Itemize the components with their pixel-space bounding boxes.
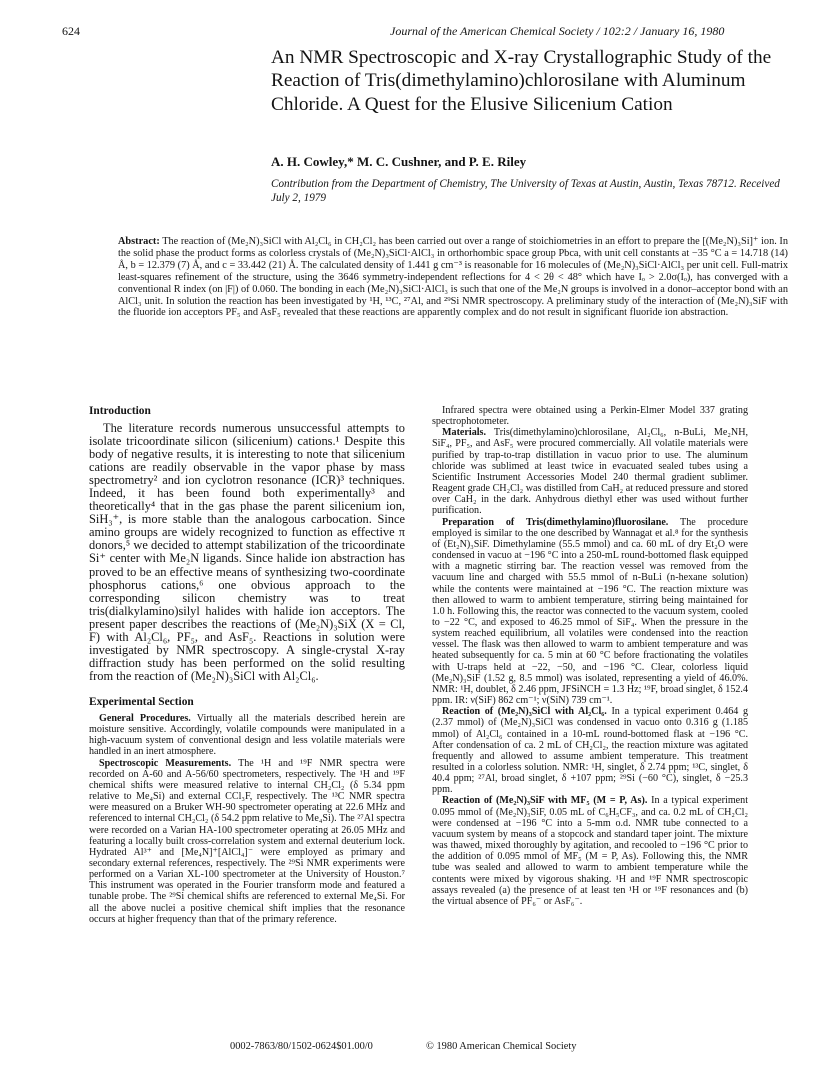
- reaction-mf5-text: In a typical experiment 0.095 mmol of (Me₂N)₃SiF, 0.05 mL of C₆H₅CF₃, and ca. 0.2 mL of CH₂Cl₂ were condensed at −196 °C into a 5-mm o.d. NMR tube connected to a vacuum system by means of a stopcock and standard taper joint. The mixture was thawed, mixed thoroughly by agitation, and recooled to −196 °C prior to the addition of 0.095 mmol of MF₅ (M = P, As). Following this, the NMR tube was sealed and allowed to warm to ambient temperature while the contents were mixed by vigorous shaking. ¹H and ¹⁹F NMR spectroscopic assays revealed (a) the presence of at least ten ¹H or ¹⁹F resonances and (b) the virtual absence of PF₆⁻ or AsF₆⁻.: [432, 795, 749, 907]
- materials-text: Tris(dimethylamino)chlorosilane, Al₂Cl₆, n-BuLi, Me₂NH, SiF₄, PF₅, and AsF₅ were procured commercially. All volatile materials were purified by trap-to-trap distillation in vacuo prior to use. The aluminum chloride was sublimed at least twice in evacuated sealed tubes using a Scientific Instrument Accessories Model 240 thermal gradient sublimer. Reagent grade CH₂Cl₂ was distilled from CaH₂ at reduced pressure and stored over CaH₂ in the dark. Anhydrous diethyl ether was used without further purification.: [432, 427, 749, 517]
- spectroscopic-head: Spectroscopic Measurements.: [99, 757, 232, 769]
- copyright: © 1980 American Chemical Society: [426, 1041, 577, 1052]
- reaction-alcl-text: In a typical experiment 0.464 g (2.37 mmol) of (Me₂N)₃SiCl was condensed in vacuo onto 0.316 g (1.185 mmol) of Al₂Cl₆ contained in a 10-mL round-bottomed flask at −196 °C. After condensation of ca. 2 mL of CH₂Cl₂, the reaction mixture was agitated frequently and allowed to assume ambient temperature. This treatment resulted in a colorless solution. NMR: ¹H, singlet, δ 2.74 ppm; ¹³C, singlet, δ 40.4 ppm; ²⁷Al, broad singlet, δ +107 ppm; ²⁹Si (−60 °C), singlet, δ −25.3 ppm.: [432, 706, 748, 796]
- article-code: 0002-7863/80/1502-0624$01.00/0: [230, 1041, 373, 1052]
- infrared-paragraph: Infrared spectra were obtained using a Perkin-Elmer Model 337 grating spectrophotometer.: [432, 405, 748, 428]
- introduction-text: The literature records numerous unsuccessful attempts to isolate tricoordinate silicon (silicenium) cations.¹ Despite this body of negative results, it is interesting to note that silicenium cations are readily observable in the vapor phase by mass spectrometry² and ion cyclotron resonance (ICR)³ techniques. Indeed, it has been found both experimentally³ and theoretically⁴ that in the gas phase the parent silicenium ion, SiH₃⁺, is more stable than the analogous carbocation. Since amino groups are widely recognized to function as effective π donors,⁵ we decided to attempt stabilization of the tricoordinate Si⁺ center with Me₂N ligands. Since halide ion abstraction has proved to be an effective means of synthesizing two-coordinate phosphorus cations,⁶ one obvious approach to the corresponding silicon chemistry was to treat tris(dialkylamino)silyl halides with halide ion acceptors. The present paper describes the reactions of (Me₂N)₃SiX (X = Cl, F) with Al₂Cl₆, PF₅, and AsF₅. Reactions in solution were investigated by NMR spectroscopy. A single-crystal X-ray diffraction study has been performed on the solid resulting from the reaction of (Me₂N)₃SiCl with Al₂Cl₆.: [89, 421, 405, 683]
- general-procedures-text: Virtually all the materials described herein are moisture sensitive. Accordingly, volatile compounds were manipulated in a high-vacuum system of conventional design and less volatile materials were handled in an inert atmosphere.: [89, 712, 405, 758]
- abstract-label: Abstract:: [118, 236, 160, 247]
- journal-running-head: Journal of the American Chemical Society / 102:2 / January 16, 1980: [390, 24, 725, 38]
- preparation-head: Preparation of Tris(dimethylamino)fluorosilane.: [442, 516, 669, 528]
- reaction-alcl-head: Reaction of (Me₂N)₃SiCl with Al₂Cl₆.: [442, 706, 607, 718]
- author-list: A. H. Cowley,* M. C. Cushner, and P. E. Riley: [271, 154, 527, 169]
- general-procedures-head: General Procedures.: [99, 712, 191, 724]
- experimental-heading: Experimental Section: [89, 695, 194, 708]
- abstract: [118, 236, 788, 319]
- materials-head: Materials.: [442, 427, 487, 439]
- right-column: [432, 405, 748, 907]
- reaction-alcl-paragraph: [432, 706, 748, 795]
- spectroscopic-paragraph: [89, 758, 405, 925]
- reaction-mf5-paragraph: [432, 795, 748, 907]
- reaction-mf5-head: Reaction of (Me₂N)₃SiF with MF₅ (M = P, As).: [442, 795, 648, 807]
- introduction-heading: Introduction: [89, 405, 151, 417]
- page-number: 624: [62, 24, 80, 38]
- left-column: [89, 405, 405, 925]
- spectroscopic-text: The ¹H and ¹⁹F NMR spectra were recorded on A-60 and A-56/60 spectrometers, respectively. The ¹H and ¹⁹F chemical shifts were measured relative to internal CH₂Cl₂ (δ 5.34 ppm relative to Me₄Si) and external CCl₃F, respectively. The ¹³C NMR spectra were measured on a Bruker WH-90 spectrometer operating at 22.6 MHz and referenced to internal CH₂Cl₂ (δ 54.2 ppm relative to Me₄Si). The ²⁷Al spectra were recorded on a Varian HA-100 spectrometer operating at 26.05 MHz and featuring a locally built cross-correlation system and external deuterium lock. Hydrated Al³⁺ and [Me₄N]⁺[AlCl₄]⁻ were employed as primary and secondary external references, respectively. The ²⁹Si NMR experiments were performed on a Varian XL-100 spectrometer at the University of Houston.⁷ This instrument was operated in the Fourier transform mode and featured a tunable probe. The ²⁹Si chemical shifts are referenced to external Me₄Si. For all the above nuclei a positive chemical shift implies that the resonance occurs at higher frequency than that of the primary reference.: [89, 757, 405, 925]
- abstract-text: The reaction of (Me₂N)₃SiCl with Al₂Cl₆ in CH₂Cl₂ has been carried out over a range of stoichiometries in an effort to prepare the [(Me₂N)₃Si]⁺ ion. In the solid phase the product forms as colorless crystals of (Me₂N)₃SiCl·AlCl₃ in orthorhombic space group Pbca, with unit cell constants at −35 °C a = 14.718 (14) Å, b = 12.379 (7) Å, and c = 33.442 (21) Å. The calculated density of 1.441 g cm⁻³ is reasonable for 16 molecules of (Me₂N)₃SiCl·AlCl₃ per unit cell. Full-matrix least-squares refinement of the structure, using the 3646 symmetry-independent reflections for 4 < 2θ < 48° which have Iₒ > 2.0σ(Iₒ), has converged with a conventional R index (on |F|) of 0.060. The bonding in each (Me₂N)₃SiCl·AlCl₃ is such that one of the Me₂N groups is involved in a donor–acceptor bond with an AlCl₃ unit. In solution the reaction has been investigated by ¹H, ¹³C, ²⁷Al, and ²⁹Si NMR spectroscopy. A preliminary study of the interaction of (Me₂N)₃SiF with the fluoride ion acceptors PF₅ and AsF₅ revealed that these reactions are apparently complex and do not result in significant fluoride ion abstraction.: [118, 236, 789, 319]
- materials-paragraph: [432, 427, 748, 516]
- affiliation: Contribution from the Department of Chemistry, The University of Texas at Austin, Austin, Texas 78712. Received July 2, 1979: [271, 178, 780, 204]
- preparation-text: The procedure employed is similar to the one described by Wannagat et al.⁸ for the synthesis of (Et₂N)₃SiF. Dimethylamine (55.5 mmol) and ca. 60 mL of dry Et₂O were condensed in vacuo at −196 °C into a 250-mL round-bottomed flask equipped with a magnetic stirring bar. The reaction vessel was removed from the vacuum line and charged with 55.5 mmol of n-BuLi (n-hexane solution) while the contents were maintained at −196 °C. The reaction mixture was then allowed to warm to ambient temperature, stirring being maintained for 1.0 h. Following this, the reactor was connected to the vacuum system, cooled to −22 °C, and exposed to 46.25 mmol of SiF₄. When the pressure in the system reached equilibrium, all volatiles were condensed into the reaction vessel. The flask was then allowed to warm to ambient temperature and was heated subsequently for ca. 5 min at 60 °C before fractionating the volatiles with U-traps held at −22, −50, and −196 °C. Clear, colorless liquid (Me₂N)₃SiF (1.52 g, 8.5 mmol) was isolated, representing a yield of 46.0%. NMR: ¹H, doublet, δ 2.46 ppm, JFSiNCH = 1.3 Hz; ¹⁹F, broad singlet, δ 152.4 ppm. IR: ν(SiF) 862 cm⁻¹; ν(SiN) 739 cm⁻¹.: [432, 516, 748, 707]
- preparation-paragraph: [432, 517, 748, 707]
- article-title: An NMR Spectroscopic and X-ray Crystallographic Study of the Reaction of Tris(dimethylamino)chlorosilane with Aluminum Chloride. A Quest for the Elusive Silicenium Cation: [271, 47, 772, 115]
- general-procedures-paragraph: [89, 713, 405, 758]
